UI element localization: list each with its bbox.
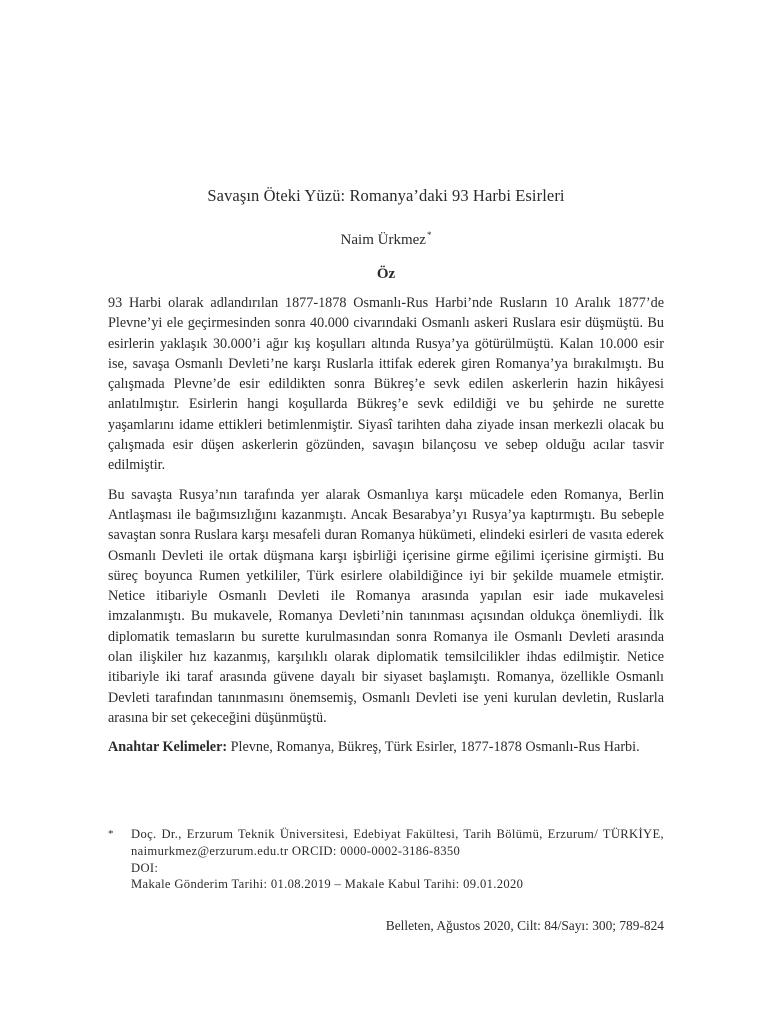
- abstract-paragraph-2: Bu savaşta Rusya’nın tarafında yer alarak Osmanlıya karşı mücadele eden Romanya, Berlin Antlaşması ile bağımsızlığını kazanmıştı. Ancak Besarabya’yı Rusya’ya kaptırmıştı. Bu sebeple savaştan sonra Ruslara karşı mesafeli duran Romanya hükümeti, elindeki esirleri de vasıta ederek Osmanlı Devleti ile ortak düşmana karşı işbirliği içerisine girme eğilimi içerisine girmişti. Bu süreç boyunca Rumen yetkililer, Türk esirlere olabildiğince iyi bir şekilde muamele etmiştir. Netice itibariyle Osmanlı Devleti ile Romanya arasında yapılan esir iade mukavelesi imzalanmıştı. Bu mukavele, Romanya Devleti’nin tanınması açısından oldukça önemliydi. İlk diplomatik temasların bu surette kurulmasından sonra Romanya ile Osmanlı Devleti arasında olan ilişkiler hız kazanmış, karşılıklı olarak diplomatik temsilcilikler ihdas edilmiştir. Netice itibariyle iki taraf arasında güvene dayalı bir siyaset başlamıştı. Romanya, özellikle Osmanlı Devleti tarafından tanınmasını önemsemiş, Osmanlı Devleti ise yeni kurulan devletin, Ruslarla arasına bir set çekeceğini düşünmüştü.: [108, 486, 664, 726]
- keywords-list: Plevne, Romanya, Bükreş, Türk Esirler, 1877-1878 Osmanlı-Rus Harbi.: [227, 739, 640, 756]
- article-title: Savaşın Öteki Yüzü: Romanya’daki 93 Harbi Esirleri: [207, 186, 565, 205]
- footnote-dates: Makale Gönderim Tarihi: 01.08.2019 – Makale Kabul Tarihi: 09.01.2020: [131, 877, 524, 892]
- footnote-body: [131, 826, 664, 893]
- abstract-body: [108, 293, 664, 767]
- footnote-affiliation: Doç. Dr., Erzurum Teknik Üniversitesi, Edebiyat Fakültesi, Tarih Bölümü, Erzurum/ TÜRKİYE, naimurkmez@erzurum.edu.tr ORCID: 0000-0002-3186-8350: [131, 827, 664, 858]
- article-first-page: [108, 0, 664, 1024]
- journal-citation: Belleten, Ağustos 2020, Cilt: 84/Sayı: 300; 789-824: [385, 918, 664, 933]
- abstract-heading: Öz: [376, 266, 396, 282]
- author-footnote-mark[interactable]: *: [426, 230, 432, 240]
- author-line: [108, 230, 664, 249]
- keywords: [108, 737, 664, 757]
- footnote-mark: *: [108, 828, 114, 840]
- author-name: Naim Ürkmez: [340, 232, 426, 248]
- abstract-paragraph-1: 93 Harbi olarak adlandırılan 1877-1878 Osmanlı-Rus Harbi’nde Rusların 10 Aralık 1877’de Plevne’yi ele geçirmesinden sonra 40.000 civarındaki Osmanlı askeri Ruslara esir düşmüştü. Bu esirlerin yaklaşık 30.000’i ağır kış koşulları altında Rusya’ya götürülmüştü. Kalan 10.000 esir ise, savaşa Osmanlı Devleti’ne karşı Ruslarla ittifak ederek giren Romanya’ya bırakılmıştı. Bu çalışmada Plevne’de esir edildikten sonra Bükreş’e sevk edilen askerlerin hazin hikâyesi anlatılmıştır. Esirlerin hangi koşullarda Bükreş’e sevk edildiği ve bu şehirde ne surette yaşamlarını idame ettikleri betimlenmiştir. Siyasî tarihten daha ziyade insan merkezli olacak bu çalışmada esir düşen askerlerin gözünden, savaşın bilançosu ve sebep olduğu acılar tasvir edilmiştir.: [108, 295, 664, 474]
- keywords-label: Anahtar Kelimeler:: [108, 739, 228, 756]
- footnote-doi: DOI:: [131, 860, 159, 875]
- author-footnote: [108, 826, 664, 893]
